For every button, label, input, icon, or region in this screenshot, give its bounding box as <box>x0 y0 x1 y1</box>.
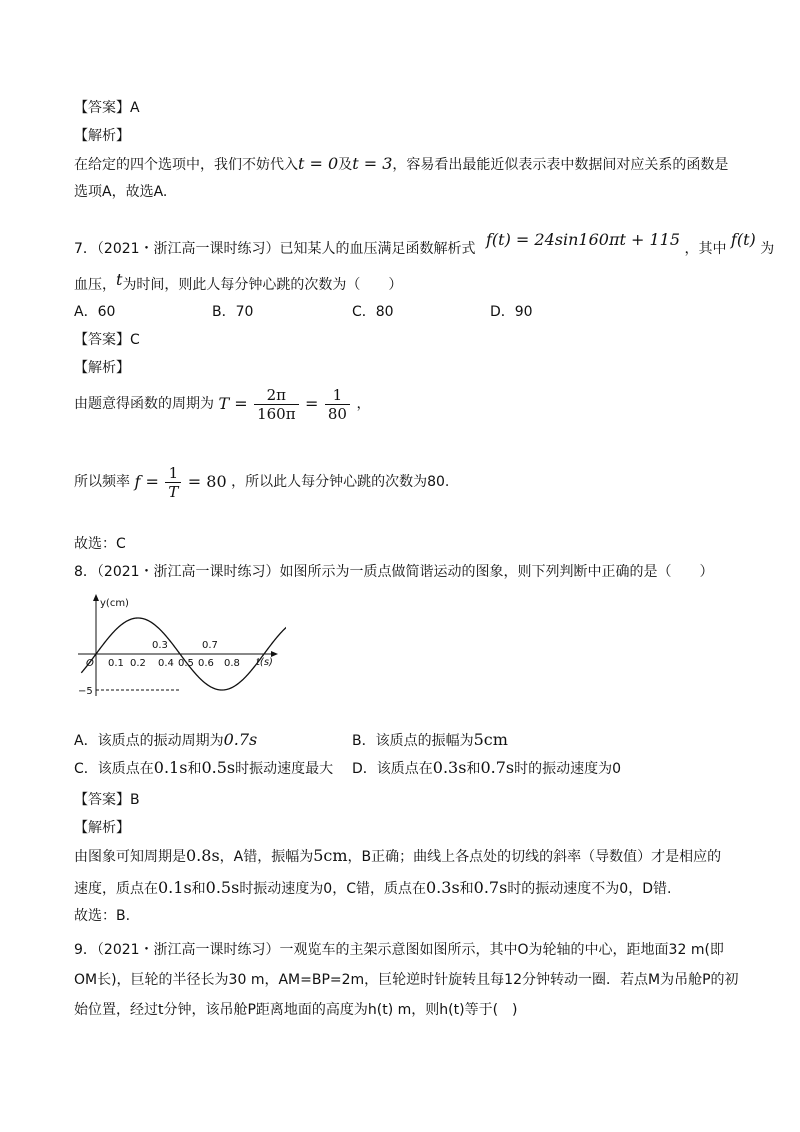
q7-fraction-2pi-over-160pi: $\frac{2\pi}{160\pi}$ <box>254 386 299 423</box>
y-axis-label: y(cm) <box>100 598 129 609</box>
q7-option-b: B．70 <box>212 304 254 320</box>
q7-formula: f(t) = 24sin160πt + 115 <box>486 230 681 249</box>
origin-label: O <box>86 658 94 669</box>
q8-option-b: B．该质点的振幅为5cm <box>352 730 508 749</box>
q8-option-a: A．该质点的振动周期为0.7s <box>74 730 258 749</box>
q7-fraction-1-over-80: $\frac{1}{80}$ <box>325 386 350 423</box>
q6-analysis-line2: 选项A，故选A. <box>74 184 168 200</box>
tick-0.8: 0.8 <box>224 658 240 669</box>
q6-answer: 【答案】A <box>74 100 140 116</box>
q8-answer: 【答案】B <box>74 792 140 808</box>
tick-0.4: 0.4 <box>158 658 174 669</box>
neg-amplitude-label: −5 <box>78 686 93 697</box>
q8-analysis-label: 【解析】 <box>74 820 130 836</box>
q7-option-d: D．90 <box>490 304 533 320</box>
q7-stem-line1: 7．（2021・浙江高一课时练习）已知某人的血压满足函数解析式 f(t) = 24sin160πt + 115 ，其中 f(t) 为 <box>74 230 775 257</box>
q8-option-d: D．该质点在0.3s和0.7s时的振动速度为0 <box>352 758 622 777</box>
q7-analysis-label: 【解析】 <box>74 360 130 376</box>
tick-0.7: 0.7 <box>202 640 218 651</box>
q9-stem-line2: OM长)，巨轮的半径长为30 m，AM=BP=2m，巨轮逆时针旋转且每12分钟转动一圈．若点M为吊舱P的初 <box>74 972 739 988</box>
q8-option-c: C．该质点在0.1s和0.5s时振动速度最大 <box>74 758 334 777</box>
q9-stem-line1: 9．（2021・浙江高一课时练习）一观览车的主架示意图如图所示，其中O为轮轴的中心，距地面32 m(即 <box>74 942 724 958</box>
q8-final: 故选：B. <box>74 908 131 924</box>
q8-stem: 8．（2021・浙江高一课时练习）如图所示为一质点做简谐运动的图象，则下列判断中正确的是（ ） <box>74 564 714 580</box>
q6-analysis-line1: 在给定的四个选项中，我们不妨代入t = 0及t = 3，容易看出最能近似表示表中数据间对应关系的函数是 <box>74 154 729 173</box>
q7-option-a: A．60 <box>74 304 116 320</box>
q7-option-c: C．80 <box>352 304 394 320</box>
q7-stem-line2: 血压，t为时间，则此人每分钟心跳的次数为（ ） <box>74 270 403 293</box>
q7-frequency-line: 所以频率 f = $\frac{1}{T}$ = 80 ，所以此人每分钟心跳的次数为80. <box>74 463 450 501</box>
y-axis-arrow <box>93 594 99 601</box>
q8-analysis-line2: 速度，质点在0.1s和0.5s时振动速度为0，C错，质点在0.3s和0.7s时的振动速度不为0，D错. <box>74 878 672 897</box>
tick-0.3: 0.3 <box>152 640 168 651</box>
tick-0.1: 0.1 <box>108 658 124 669</box>
q8-analysis-line1: 由图象可知周期是0.8s，A错，振幅为5cm，B正确；曲线上各点处的切线的斜率（导数值）才是相应的 <box>74 846 722 865</box>
q7-period-line: 由题意得函数的周期为 T = $\frac{2\pi}{160\pi}$ = $\frac{1}{80}$ ， <box>74 385 371 423</box>
q7-final: 故选：C <box>74 536 126 552</box>
q6-analysis-label: 【解析】 <box>74 128 130 144</box>
tick-0.6: 0.6 <box>198 658 214 669</box>
q7-answer: 【答案】C <box>74 332 140 348</box>
q9-stem-line3: 始位置，经过t分钟，该吊舱P距离地面的高度为h(t) m，则h(t)等于( ) <box>74 1002 518 1018</box>
x-axis-label: t(s) <box>256 657 273 668</box>
tick-0.5: 0.5 <box>178 658 194 669</box>
q7-fraction-1-over-T: $\frac{1}{T}$ <box>165 464 181 501</box>
q8-sine-graph <box>74 592 286 700</box>
tick-0.2: 0.2 <box>130 658 146 669</box>
